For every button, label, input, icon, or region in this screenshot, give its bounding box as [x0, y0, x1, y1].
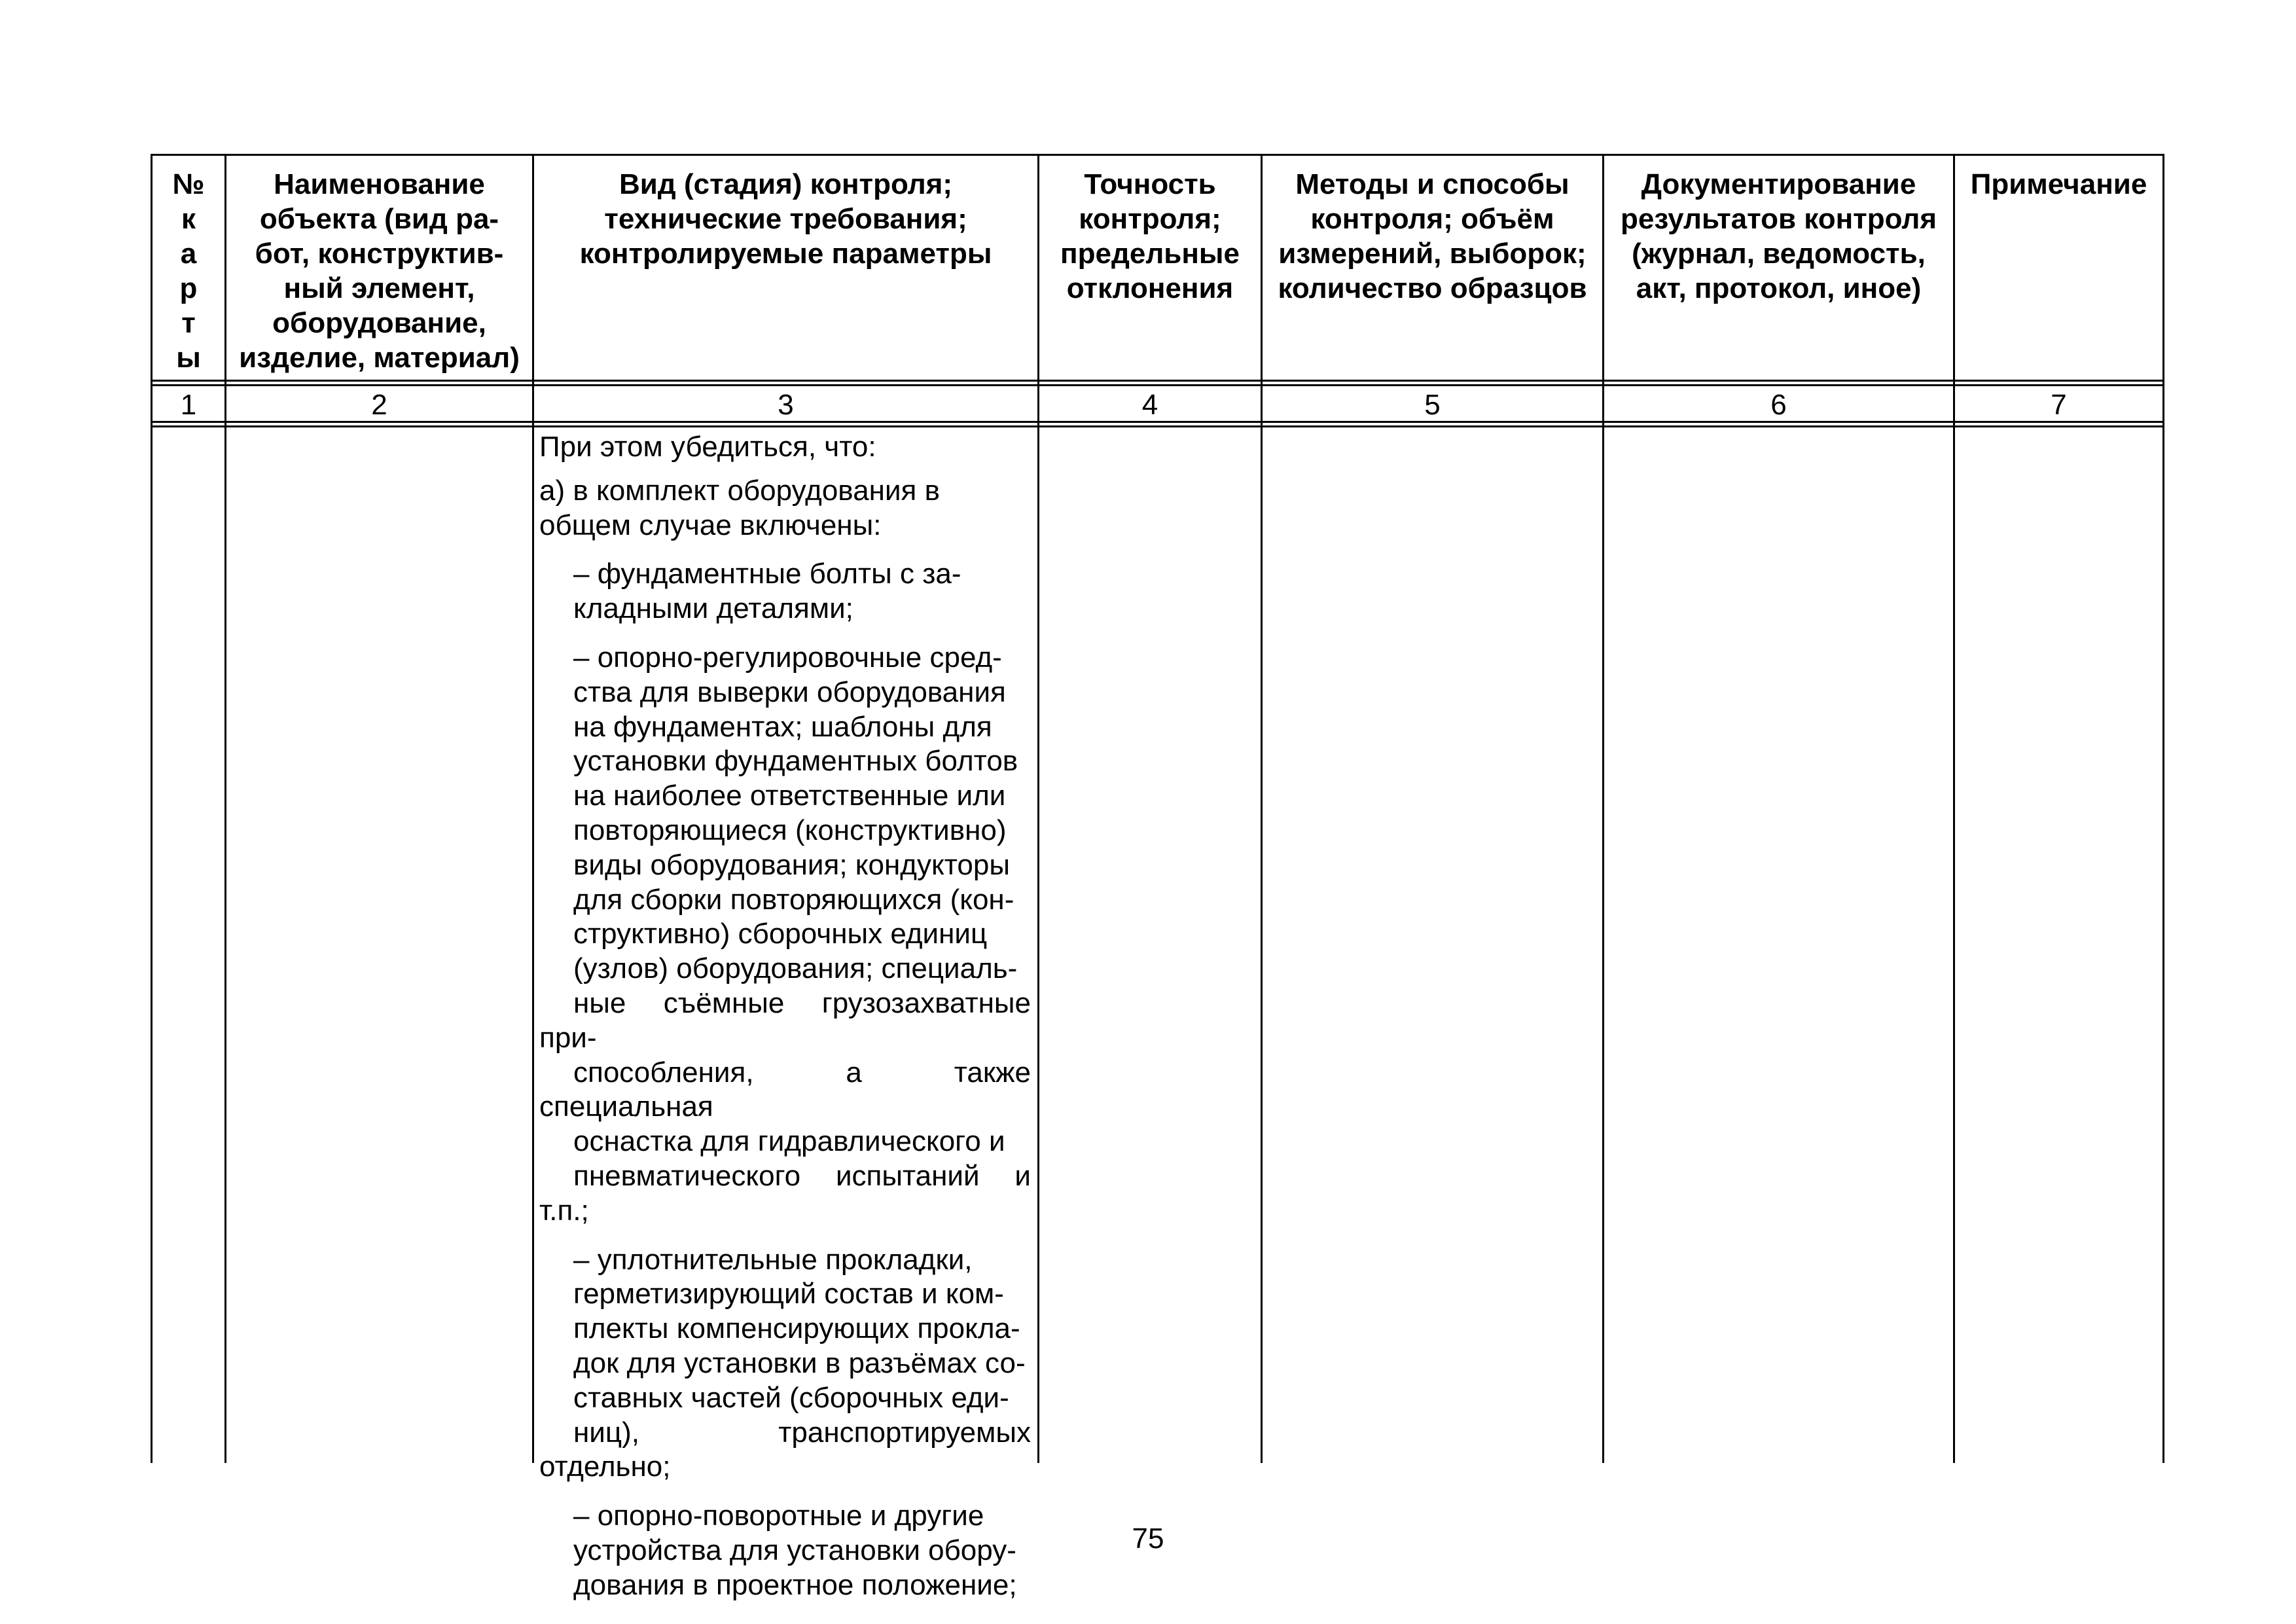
text-line: ные съёмные грузозахватные при-: [539, 986, 1031, 1054]
text-line: дования в проектное положение;: [573, 1568, 1017, 1601]
text-line: ниц), транспортируемых отдельно;: [539, 1416, 1031, 1483]
text-line: виды оборудования; кондукторы: [573, 848, 1010, 881]
paragraph: [539, 557, 1031, 626]
header-accuracy: Точность контроля; предельные отклонения: [1060, 168, 1240, 304]
text-line: – опорно-поворотные и другие: [573, 1500, 984, 1532]
header-note: Примечание: [1970, 168, 2147, 200]
column-divider: [532, 154, 534, 1463]
text-line: способления, а также специальная: [539, 1056, 1031, 1123]
column-divider: [1037, 154, 1039, 1463]
page-number: 75: [1132, 1523, 1164, 1555]
numbers-divider: [151, 425, 2164, 427]
column-number: 6: [1770, 389, 1787, 421]
column-number: 4: [1141, 389, 1158, 421]
header-control-type: Вид (стадия) контроля; технические требования; контролируемые параметры: [579, 168, 992, 270]
text-line: – уплотнительные прокладки,: [573, 1243, 973, 1276]
header-card-number: № к а р т ы: [172, 168, 205, 374]
text-line: а) в комплект оборудования в: [539, 474, 940, 507]
text-line: кладными деталями;: [573, 592, 853, 625]
control-requirements-cell: [539, 430, 1031, 1617]
text-line: – фундаментные болты с за-: [573, 558, 961, 590]
header-divider: [151, 384, 2164, 386]
column-number: 7: [2051, 389, 2067, 421]
text-line: оснастка для гидравлического и: [573, 1125, 1005, 1158]
text-line: ставных частей (сборочных еди-: [573, 1381, 1009, 1414]
text-line: (узлов) оборудования; специаль-: [573, 952, 1018, 985]
text-line: на фундаментах; шаблоны для: [573, 710, 992, 743]
column-divider: [1261, 154, 1263, 1463]
text-line: повторяющиеся (конструктивно): [573, 814, 1007, 846]
column-number: 5: [1424, 389, 1441, 421]
column-number: 1: [180, 389, 197, 421]
text-line: – опорно-регулировочные сред-: [573, 641, 1002, 674]
text-line: установки фундаментных болтов: [573, 745, 1018, 778]
paragraph: [539, 1243, 1031, 1485]
header-object-name: Наименование объекта (вид ра- бот, конструктив- ный элемент, оборудование, изделие, материал): [239, 168, 520, 374]
column-divider: [1602, 154, 1604, 1463]
paragraph: [539, 1499, 1031, 1602]
text-line: ства для выверки оборудования: [573, 676, 1006, 708]
header-methods: Методы и способы контроля; объём измерений, выборок; количество образцов: [1278, 168, 1587, 304]
text-line: док для установки в разъёмах со-: [573, 1346, 1026, 1379]
paragraph: [539, 474, 1031, 543]
text-line: для сборки повторяющихся (кон-: [573, 883, 1014, 916]
text-line: на наиболее ответственные или: [573, 780, 1006, 812]
table-border-right: [2162, 154, 2164, 1463]
table-border-top: [151, 154, 2164, 156]
header-documentation: Документирование результатов контроля (журнал, ведомость, акт, протокол, иное): [1620, 168, 1937, 304]
text-line: устройства для установки обору-: [573, 1534, 1016, 1566]
column-number: 2: [371, 389, 387, 421]
column-number: 3: [778, 389, 794, 421]
text-line: герметизирующий состав и ком-: [573, 1278, 1004, 1310]
text-line: плекты компенсирующих прокла-: [573, 1312, 1020, 1345]
column-divider: [1953, 154, 1955, 1463]
text-line: структивно) сборочных единиц: [573, 918, 988, 950]
header-divider: [151, 380, 2164, 382]
paragraph: [539, 641, 1031, 1229]
paragraph: [539, 430, 1031, 465]
text-line: При этом убедиться, что:: [539, 431, 876, 463]
text-line: общем случае включены:: [539, 509, 882, 541]
text-line: пневматического испытаний и т.п.;: [539, 1159, 1031, 1227]
